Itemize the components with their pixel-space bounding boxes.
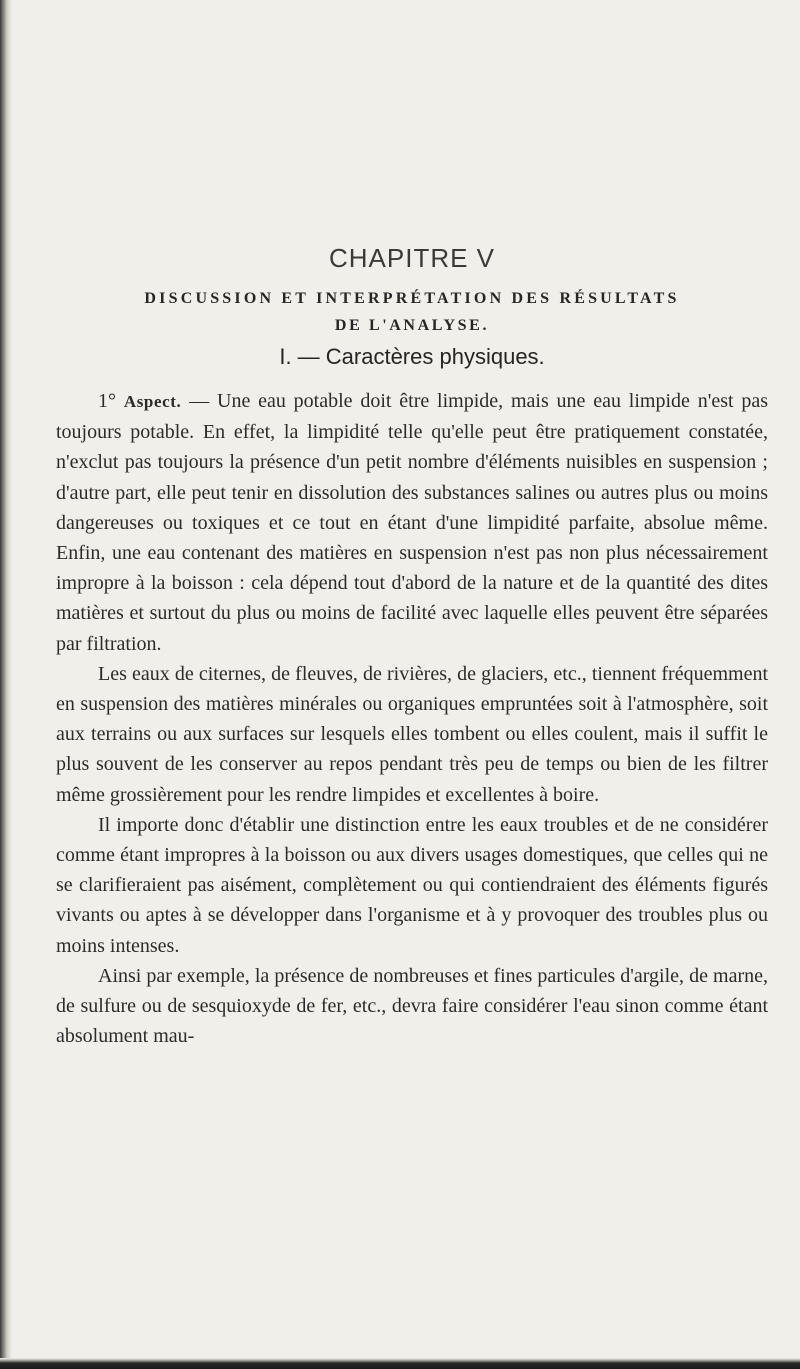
paragraph-inline-heading: Aspect. [123,392,182,411]
paragraph-distinction: Il importe donc d'établir une distinction entre les eaux troubles et de ne considérer comme étant impropres à la boisson ou aux divers usages domestiques, que celles qui ne se clarifieraient pas aisément, complètement ou qui contiendraient des éléments figurés vivants ou aptes à se développer dans l'organisme et à y provoquer des troubles plus ou moins intenses. [56,813,768,957]
paragraph-eaux-citernes: Les eaux de citernes, de fleuves, de rivières, de glaciers, etc., tiennent fréquemment en suspension des matières minérales ou organiques empruntées soit à l'atmosphère, soit aux terrains ou aux surfaces sur lesquels elles tombent ou elles coulent, mais il suffit le plus souvent de les conserver au repos pendant très peu de temps ou bien de les filtrer même grossièrement pour les rendre limpides et excellentes à boire. [56,662,768,806]
body-text [56,386,768,1051]
page-left-edge-shadow [0,0,12,1369]
paragraph-exemple: Ainsi par exemple, la présence de nombreuses et fines particules d'argile, de marne, de sulfure ou de sesquioxyde de fer, etc., devra faire considérer l'eau sinon comme étant absolument mau- [56,964,768,1048]
chapter-subtitle-line-2: DE L'ANALYSE. [334,317,490,334]
chapter-title: CHAPITRE V [328,243,496,273]
paragraph-aspect [56,386,768,659]
page-bottom-edge [0,1358,800,1369]
paragraph-text: — Une eau potable doit être limpide, mais une eau limpide n'est pas toujours potable. En effet, la limpidité telle qu'elle peut être pratiquement constatée, n'exclut pas toujours la présence d'un petit nombre d'éléments nuisibles en suspension ; d'autre part, elle peut tenir en dissolution des substances salines ou autres plus ou moins dangereuses ou toxiques et ce tout en étant d'une limpidité parfaite, absolue même. Enfin, une eau contenant des matières en suspension n'est pas non plus nécessairement impropre à la boisson : cela dépend tout d'abord de la nature et de la quantité des dites matières et surtout du plus ou moins de facilité avec laquelle elles peuvent être séparées par filtration. [56,390,769,655]
chapter-subtitle-line-1: DISCUSSION ET INTERPRÉTATION DES RÉSULTATS [144,290,680,307]
section-heading: I. — Caractères physiques. [279,344,545,369]
paragraph-number: 1° [98,390,116,412]
